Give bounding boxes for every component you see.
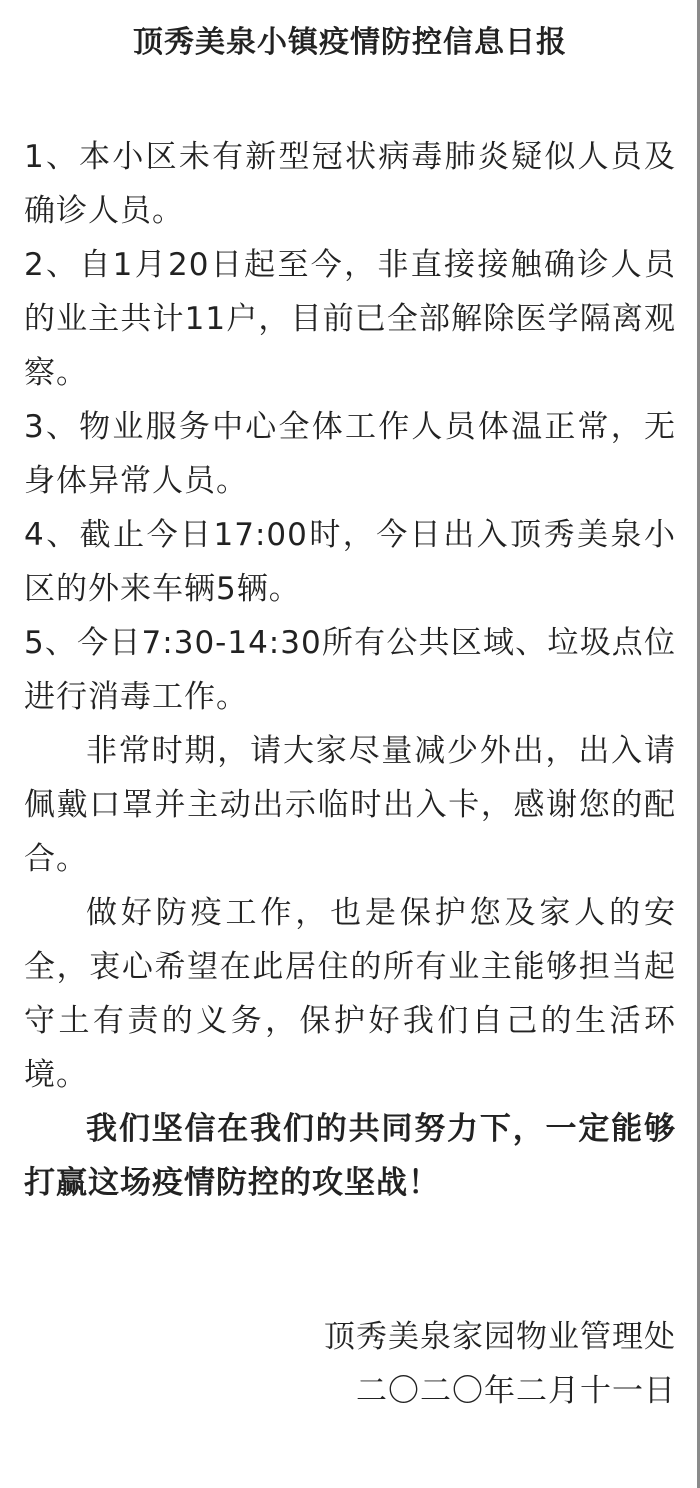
notice-item-5: 5、今日7:30-14:30所有公共区域、垃圾点位进行消毒工作。: [24, 625, 676, 715]
notice-title: 顶秀美泉小镇疫情防控信息日报: [133, 25, 567, 60]
notice-document: [24, 0, 676, 1210]
notice-item-4: 4、截止今日17:00时，今日出入顶秀美泉小区的外来车辆5辆。: [24, 517, 676, 607]
notice-signature: [324, 1310, 676, 1418]
notice-item-1: 1、本小区未有新型冠状病毒肺炎疑似人员及确诊人员。: [24, 139, 676, 229]
signature-organization: 顶秀美泉家园物业管理处: [324, 1319, 676, 1355]
signature-date: 二〇二〇年二月十一日: [356, 1373, 676, 1409]
notice-closing-statement: 我们坚信在我们的共同努力下，一定能够打赢这场疫情防控的攻坚战！: [24, 1111, 676, 1201]
notice-items: [24, 130, 676, 1210]
notice-paragraph-prevention: 做好防疫工作，也是保护您及家人的安全，衷心希望在此居住的所有业主能够担当起守土有责的义务，保护好我们自己的生活环境。: [24, 895, 676, 1093]
notice-paragraph-request: 非常时期，请大家尽量减少外出，出入请佩戴口罩并主动出示临时出入卡，感谢您的配合。: [24, 733, 676, 877]
notice-item-3: 3、物业服务中心全体工作人员体温正常，无身体异常人员。: [24, 409, 676, 499]
notice-item-2: 2、自1月20日起至今，非直接接触确诊人员的业主共计11户，目前已全部解除医学隔离观察。: [24, 247, 676, 391]
